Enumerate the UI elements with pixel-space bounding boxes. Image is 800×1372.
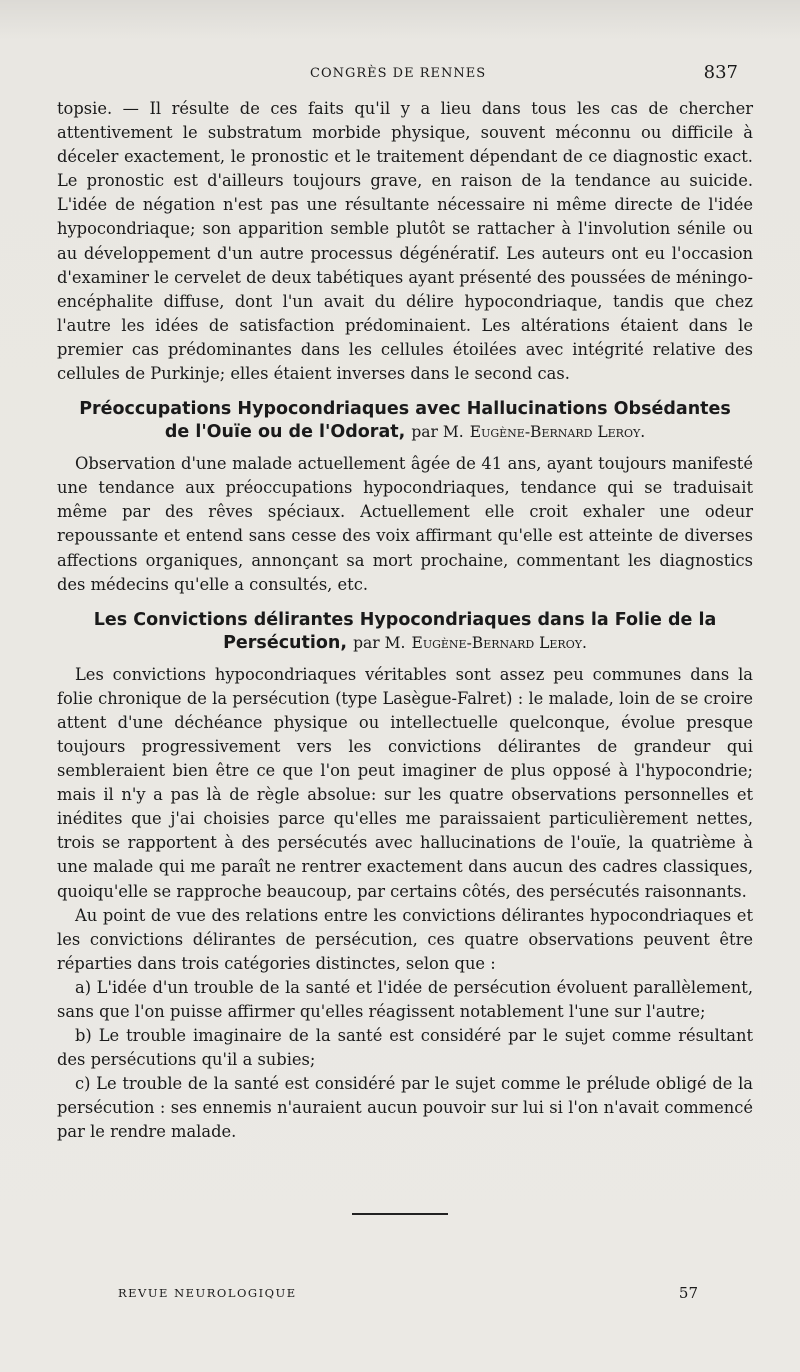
sheet-number: 57 (678, 1284, 698, 1302)
list-item-a: a) L'idée d'un trouble de la santé et l'idée de persécution évoluent parallèlement, sans que l'on puisse affirmer qu'elles réagissent notablement l'une sur l'autre; (57, 977, 753, 1021)
section-title: Les Convictions délirantes Hypocondriaques dans la Folie de la Persécution, (93, 609, 717, 653)
list-item-b: b) Le trouble imaginaire de la santé est considéré par le sujet comme résultant des persécutions qu'il a subies; (57, 1026, 753, 1070)
journal-title: REVUE NEUROLOGIQUE (118, 1286, 297, 1300)
section-heading-preoccupations (57, 398, 753, 444)
page-footer (118, 1284, 698, 1304)
page-header (60, 64, 738, 88)
page-number: 837 (703, 62, 738, 83)
section-by: par M. (353, 633, 406, 652)
section-heading-convictions (57, 609, 753, 655)
section-by: par M. (411, 423, 464, 442)
section-author: Eugène-Bernard Leroy. (469, 423, 646, 442)
section-title-line1: Préoccupations Hypocondriaques avec Hallucinations Obsédantes (79, 399, 731, 420)
paragraph-relations: Au point de vue des relations entre les convictions délirantes hypocondriaques et les convictions délirantes de persécution, ces quatre observations peuvent être réparties dans trois catégories distinctes, selon que : (57, 905, 753, 973)
body-text (57, 97, 753, 1145)
running-head: CONGRÈS DE RENNES (310, 66, 487, 81)
paragraph-convictions: Les convictions hypocondriaques véritables sont assez peu communes dans la folie chronique de la persécution (type Lasègue-Falret) : le malade, loin de se croire attent d'une déchéance physique ou intellectuelle quelconque, évolue presque toujours progressivement vers les convictions délirantes de grandeur qui sembleraient bien être ce que l'on peut imaginer de plus opposé à l'hypocondrie; mais il n'y a pas là de règle absolue: sur les quatre observations personnelles et inédites que j'ai choisies parce qu'elles me paraissaient particulièrement nettes, trois se rapportent à des persécutés avec hallucinations de l'ouïe, la quatrième à une malade qui me paraît ne rentrer exactement dans aucun des cadres classiques, quoiqu'elle se rapproche beaucoup, par certains côtés, des persécutés raisonnants. (57, 664, 753, 901)
paragraph-intro: topsie. — Il résulte de ces faits qu'il y a lieu dans tous les cas de chercher attentivement le substratum morbide physique, souvent méconnu ou difficile à déceler exactement, le pronostic et le traitement dépendant de ce diagnostic exact. Le pronostic est d'ailleurs toujours grave, en raison de la tendance au suicide. L'idée de négation n'est pas une résultante nécessaire ni même directe de l'idée hypocondriaque; son apparition semble plutôt se rattacher à l'involution sénile ou au développement d'un autre processus dégénératif. Les auteurs ont eu l'occasion d'examiner le cervelet de deux tabétiques ayant présenté des poussées de méningo-encéphalite diffuse, dont l'un avait du délire hypocondriaque, tandis que chez l'autre les idées de satisfaction prédominaient. Les altérations étaient dans le premier cas prédominantes dans les cellules étoilées avec intégrité relative des cellules de Purkinje; elles étaient inverses dans le second cas. (57, 99, 753, 384)
paragraph-observation: Observation d'une malade actuellement âgée de 41 ans, ayant toujours manifesté une tendance aux préoccupations hypocondriaques, tendance qui se traduisait même par des rêves spéciaux. Actuellement elle croit exhaler une odeur repoussante et entend sans cesse des voix affirmant qu'elle est atteinte de diverses affections organiques, annonçant sa mort prochaine, commentant les diagnostics des médecins qu'elle a consultés, etc. (57, 454, 753, 594)
list-item-c: c) Le trouble de la santé est considéré par le sujet comme le prélude obligé de la persécution : ses ennemis n'auraient aucun pouvoir sur lui si l'on n'avait commencé par le rendre malade. (57, 1074, 753, 1142)
section-title-line2: de l'Ouïe ou de l'Odorat, (164, 422, 406, 443)
section-author: Eugène-Bernard Leroy. (411, 633, 587, 652)
section-divider (352, 1213, 448, 1215)
